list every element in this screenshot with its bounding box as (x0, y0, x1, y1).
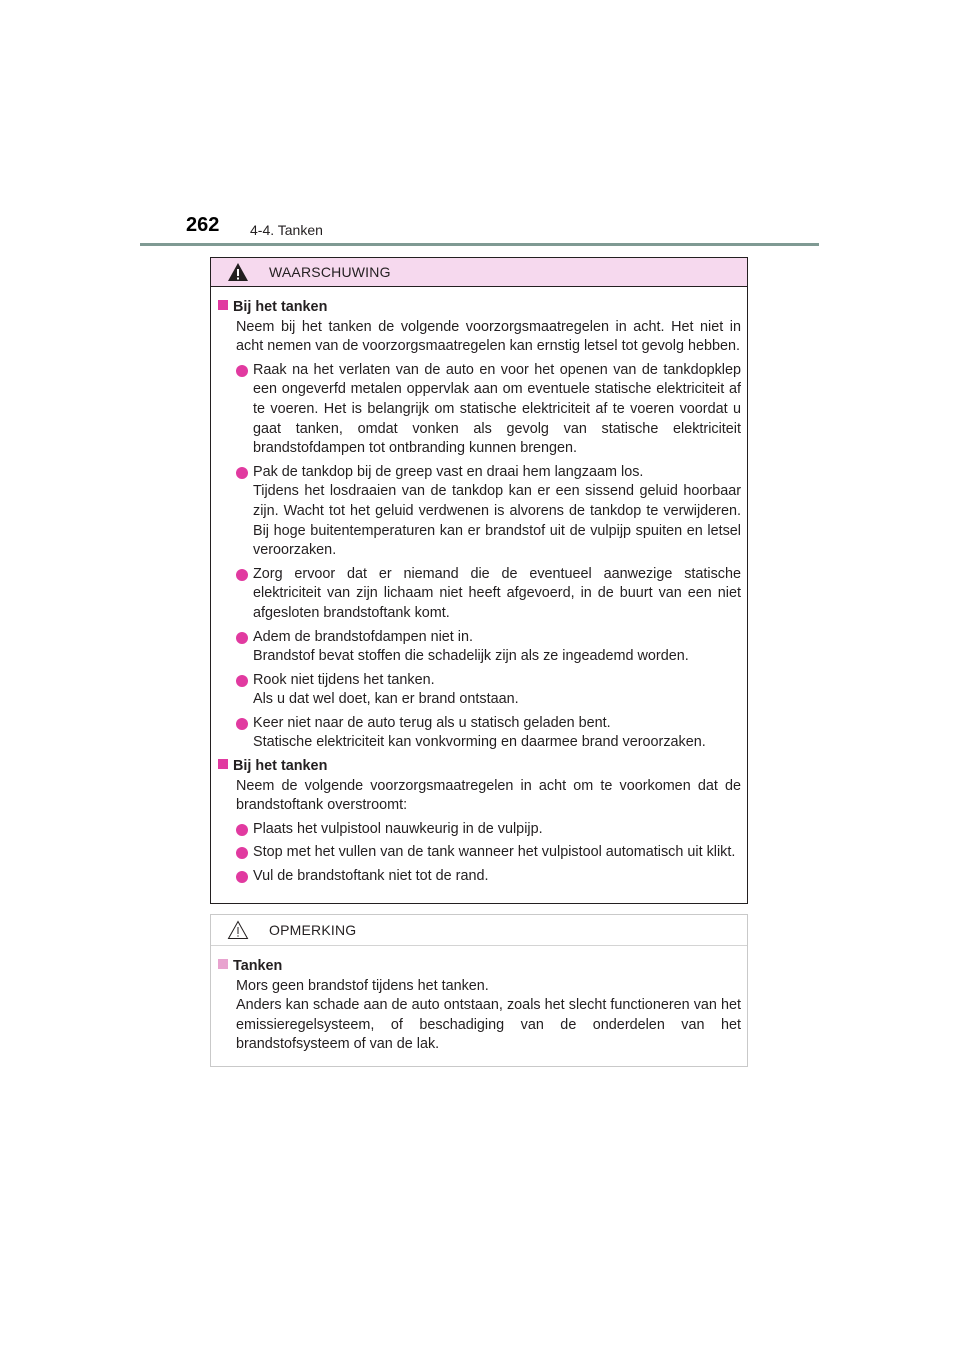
round-bullet-icon (236, 467, 248, 479)
square-bullet-icon (218, 759, 228, 769)
section-heading (218, 298, 741, 318)
square-bullet-icon (218, 959, 228, 969)
round-bullet-icon (236, 365, 248, 377)
round-bullet-icon (236, 569, 248, 581)
round-bullet-icon (236, 871, 248, 883)
warning-header (211, 258, 747, 287)
warning-box (210, 257, 748, 904)
list-item-text: Zorg ervoor dat er niemand die de eventueel aanwezige statische elektriciteit van zijn lichaam niet heeft afgevoerd, in de buurt van een niet afgesloten brandstoftank komt. (253, 565, 741, 621)
list-item-text: Statische elektriciteit kan vonkvorming en daarmee brand veroorzaken. (253, 734, 706, 751)
warning-triangle-icon (227, 262, 249, 282)
page-number: 262 (186, 214, 220, 236)
section-text (218, 977, 741, 1055)
notice-body (211, 946, 747, 1055)
caution-outline-triangle-icon (227, 920, 249, 940)
list-item (218, 843, 741, 863)
list-item-text: Keer niet naar de auto terug als u statisch geladen bent. (253, 714, 611, 731)
notice-title: OPMERKING (269, 922, 357, 938)
section-heading-text: Bij het tanken (233, 299, 328, 315)
section-heading (218, 957, 741, 977)
list-item-text: Als u dat wel doet, kan er brand ontstaan. (253, 691, 519, 708)
section-title: 4-4. Tanken (250, 222, 323, 238)
list-item-text: Tijdens het losdraaien van de tankdop kan er een sissend geluid hoorbaar zijn. Wacht tot het geluid verdwenen is alvorens de tankdop te verwijderen. Bij hoge buitentemperaturen kan er brandstof uit de vulpijp spuiten en letsel veroorzaken. (253, 483, 741, 559)
list-item-text: Plaats het vulpistool nauwkeurig in de vulpijp. (253, 820, 543, 837)
warning-title: WAARSCHUWING (269, 264, 391, 280)
list-item-text: Pak de tankdop bij de greep vast en draai hem langzaam los. (253, 463, 644, 480)
section-text-line: Mors geen brandstof tijdens het tanken. (236, 977, 489, 994)
list-item (218, 671, 741, 710)
warning-body (211, 287, 747, 887)
section-text-line: Anders kan schade aan de auto ontstaan, zoals het slecht functioneren van het emissieregelsysteem, of beschadiging van de onderdelen van het brandstofsysteem of van de lak. (236, 997, 741, 1053)
list-item (218, 820, 741, 840)
notice-header (211, 915, 747, 946)
section-heading-text: Tanken (233, 958, 283, 974)
list-item (218, 463, 741, 561)
list-item (218, 628, 741, 667)
list-item-text: Stop met het vullen van de tank wanneer het vulpistool automatisch uit klikt. (253, 844, 736, 861)
round-bullet-icon (236, 718, 248, 730)
list-item (218, 867, 741, 887)
list-item-text: Rook niet tijdens het tanken. (253, 671, 435, 688)
round-bullet-icon (236, 675, 248, 687)
list-item (218, 714, 741, 753)
square-bullet-icon (218, 300, 228, 310)
section-text: Neem de volgende voorzorgsmaatregelen in acht om te voorkomen dat de brandstoftank overstroomt: (236, 777, 741, 814)
section-text: Neem bij het tanken de volgende voorzorgsmaatregelen in acht. Het niet in acht nemen van de voorzorgsmaatregelen kan ernstig letsel tot gevolg hebben. (236, 318, 741, 355)
header-rule (140, 243, 819, 246)
list-item-text: Adem de brandstofdampen niet in. (253, 628, 473, 645)
round-bullet-icon (236, 847, 248, 859)
round-bullet-icon (236, 824, 248, 836)
round-bullet-icon (236, 632, 248, 644)
list-item-text: Brandstof bevat stoffen die schadelijk zijn als ze ingeademd worden. (253, 648, 689, 665)
section-heading (218, 757, 741, 777)
list-item-text: Raak na het verlaten van de auto en voor het openen van de tankdopklep een ongeverfd metalen oppervlak aan om eventuele statische elektriciteit af te voeren. Het is belangrijk om statische elektriciteit af te voeren voordat u gaat tanken, omdat vonken als gevolg van statische elektriciteit brandstofdampen tot ontbranding kunnen brengen. (253, 361, 741, 457)
list-item (218, 361, 741, 459)
section-heading-text: Bij het tanken (233, 758, 328, 775)
list-item (218, 565, 741, 624)
notice-box (210, 914, 748, 1067)
list-item-text: Vul de brandstoftank niet tot de rand. (253, 868, 489, 885)
